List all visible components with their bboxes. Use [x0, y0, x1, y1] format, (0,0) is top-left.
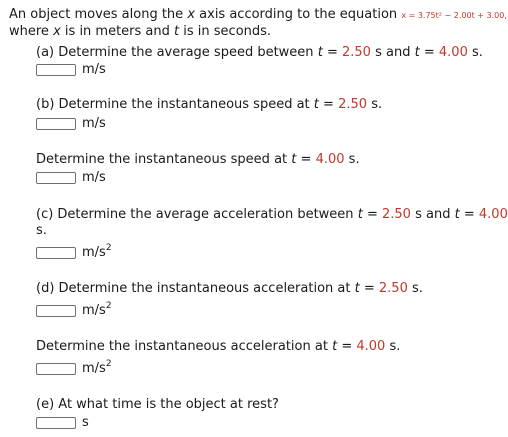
question-c-line-1: (c) Determine the average acceleration between t = 2.50 s and t = 4.00 — [36, 207, 508, 222]
unit-b2: m/s — [82, 170, 106, 185]
answer-input-a[interactable] — [36, 64, 76, 76]
question-b2: Determine the instantaneous speed at t = 4.00 s. — [36, 152, 360, 167]
answer-input-b[interactable] — [36, 118, 76, 130]
answer-input-b2[interactable] — [36, 172, 76, 184]
unit-e: s — [82, 415, 89, 430]
question-d: (d) Determine the instantaneous acceleration at t = 2.50 s. — [36, 281, 423, 296]
unit-d: $m/s^2$ — [82, 301, 112, 318]
answer-input-e[interactable] — [36, 417, 76, 429]
answer-row-c — [36, 245, 112, 261]
question-d2: Determine the instantaneous acceleration at t = 4.00 s. — [36, 339, 401, 354]
answer-input-d2[interactable] — [36, 363, 76, 375]
question-b: (b) Determine the instantaneous speed at t = 2.50 s. — [36, 97, 383, 112]
problem-intro-line-2: where x is in meters and t is in seconds. — [9, 24, 272, 39]
answer-row-a — [36, 62, 106, 78]
answer-row-b — [36, 116, 106, 132]
unit-b: m/s — [82, 116, 106, 131]
motion-equation: x = 3.75t² − 2.00t + 3.00, — [401, 11, 507, 20]
answer-input-d[interactable] — [36, 305, 76, 317]
question-c-line-2: s. — [36, 223, 47, 238]
answer-input-c[interactable] — [36, 247, 76, 259]
problem-intro-line-1: An object moves along the x axis according to the equation x = 3.75t² − 2.00t + 3.00, — [9, 7, 507, 22]
answer-row-d2 — [36, 361, 112, 377]
answer-row-d — [36, 303, 112, 319]
answer-row-e — [36, 415, 89, 431]
unit-c: $m/s^2$ — [82, 243, 112, 260]
unit-a: m/s — [82, 62, 106, 77]
question-a: (a) Determine the average speed between t = 2.50 s and t = 4.00 s. — [36, 45, 483, 60]
answer-row-b2 — [36, 170, 106, 186]
question-e: (e) At what time is the object at rest? — [36, 397, 279, 412]
unit-d2: $m/s^2$ — [82, 359, 112, 376]
